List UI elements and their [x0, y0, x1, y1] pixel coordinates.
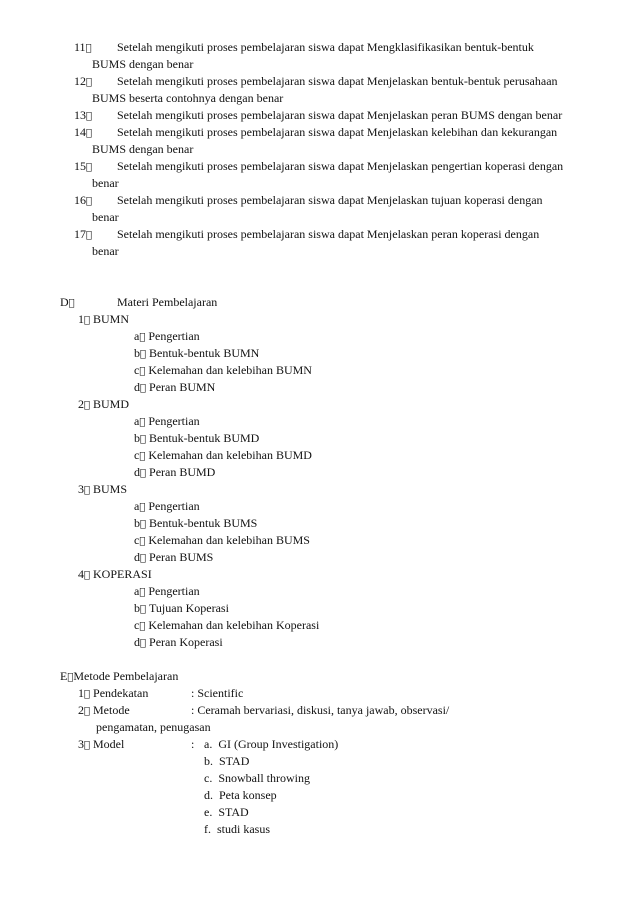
- list-item: d Peran BUMN: [134, 380, 210, 394]
- model-item: e. STAD: [204, 805, 249, 819]
- objective-text: Setelah mengikuti proses pembelajaran siswa dapat Mengklasifikasikan bentuk-bentuk: [117, 40, 534, 54]
- model-item: f. studi kasus: [204, 822, 271, 836]
- list-item: d Peran Koperasi: [134, 635, 217, 649]
- list-item: a Pengertian: [134, 584, 194, 598]
- objective-number: 16: [74, 193, 86, 207]
- method-label: 2 Metode: [78, 703, 124, 717]
- objective-text: Setelah mengikuti proses pembelajaran siswa dapat Menjelaskan pengertian koperasi dengan: [117, 159, 564, 173]
- objective-text: Setelah mengikuti proses pembelajaran siswa dapat Menjelaskan kelebihan dan kekurangan: [117, 125, 558, 139]
- list-item: a Pengertian: [134, 499, 194, 513]
- model-item: c. Snowball throwing: [204, 771, 310, 785]
- group-heading: 2 BUMD: [78, 397, 124, 411]
- list-item: d Peran BUMS: [134, 550, 208, 564]
- objective-number: 12: [74, 74, 86, 88]
- objective-text-cont: BUMS beserta contohnya dengan benar: [92, 91, 284, 105]
- objective-text: Setelah mengikuti proses pembelajaran siswa dapat Menjelaskan tujuan koperasi dengan: [117, 193, 543, 207]
- objective-number: 13: [74, 108, 86, 122]
- list-item: a Pengertian: [134, 414, 194, 428]
- objective-text: Setelah mengikuti proses pembelajaran siswa dapat Menjelaskan bentuk-bentuk perusahaan: [117, 74, 558, 88]
- objective-text-cont: BUMS dengan benar: [92, 57, 194, 71]
- list-item: c Kelemahan dan kelebihan BUMN: [134, 363, 307, 377]
- list-item: c Kelemahan dan kelebihan Koperasi: [134, 618, 314, 632]
- method-value-cont: pengamatan, penugasan: [96, 720, 211, 734]
- section-letter: D: [60, 295, 69, 309]
- section-title: Materi Pembelajaran: [117, 295, 218, 309]
- method-colon: :: [191, 737, 195, 751]
- model-item: b. STAD: [204, 754, 250, 768]
- list-item: b Bentuk-bentuk BUMS: [134, 516, 252, 530]
- list-item: b Bentuk-bentuk BUMD: [134, 431, 254, 445]
- method-label: 1 Pendekatan: [78, 686, 143, 700]
- method-value: : Scientific: [191, 686, 244, 700]
- list-item: a Pengertian: [134, 329, 194, 343]
- list-item: c Kelemahan dan kelebihan BUMS: [134, 533, 305, 547]
- objective-number: 15: [74, 159, 86, 173]
- objective-number: 11: [74, 40, 86, 54]
- method-value: : Ceramah bervariasi, diskusi, tanya jawab, observasi/: [191, 703, 450, 717]
- model-item: a. GI (Group Investigation): [204, 737, 339, 751]
- method-label: 3 Model: [78, 737, 119, 751]
- objective-text-cont: benar: [92, 244, 119, 258]
- model-item: d. Peta konsep: [204, 788, 277, 802]
- list-item: d Peran BUMD: [134, 465, 210, 479]
- objective-text-cont: benar: [92, 176, 119, 190]
- objective-text-cont: benar: [92, 210, 119, 224]
- group-heading: 1 BUMN: [78, 312, 124, 326]
- objective-number: 14: [74, 125, 86, 139]
- objective-text: Setelah mengikuti proses pembelajaran siswa dapat Menjelaskan peran koperasi dengan: [117, 227, 540, 241]
- list-item: b Tujuan Koperasi: [134, 601, 224, 615]
- list-item: c Kelemahan dan kelebihan BUMD: [134, 448, 307, 462]
- group-heading: 4 KOPERASI: [78, 567, 146, 581]
- objective-text-cont: BUMS dengan benar: [92, 142, 194, 156]
- objective-number: 17: [74, 227, 86, 241]
- objective-text: Setelah mengikuti proses pembelajaran siswa dapat Menjelaskan peran BUMS dengan benar: [117, 108, 563, 122]
- section-heading: E Metode Pembelajaran: [60, 669, 176, 683]
- group-heading: 3 BUMS: [78, 482, 122, 496]
- list-item: b Bentuk-bentuk BUMN: [134, 346, 254, 360]
